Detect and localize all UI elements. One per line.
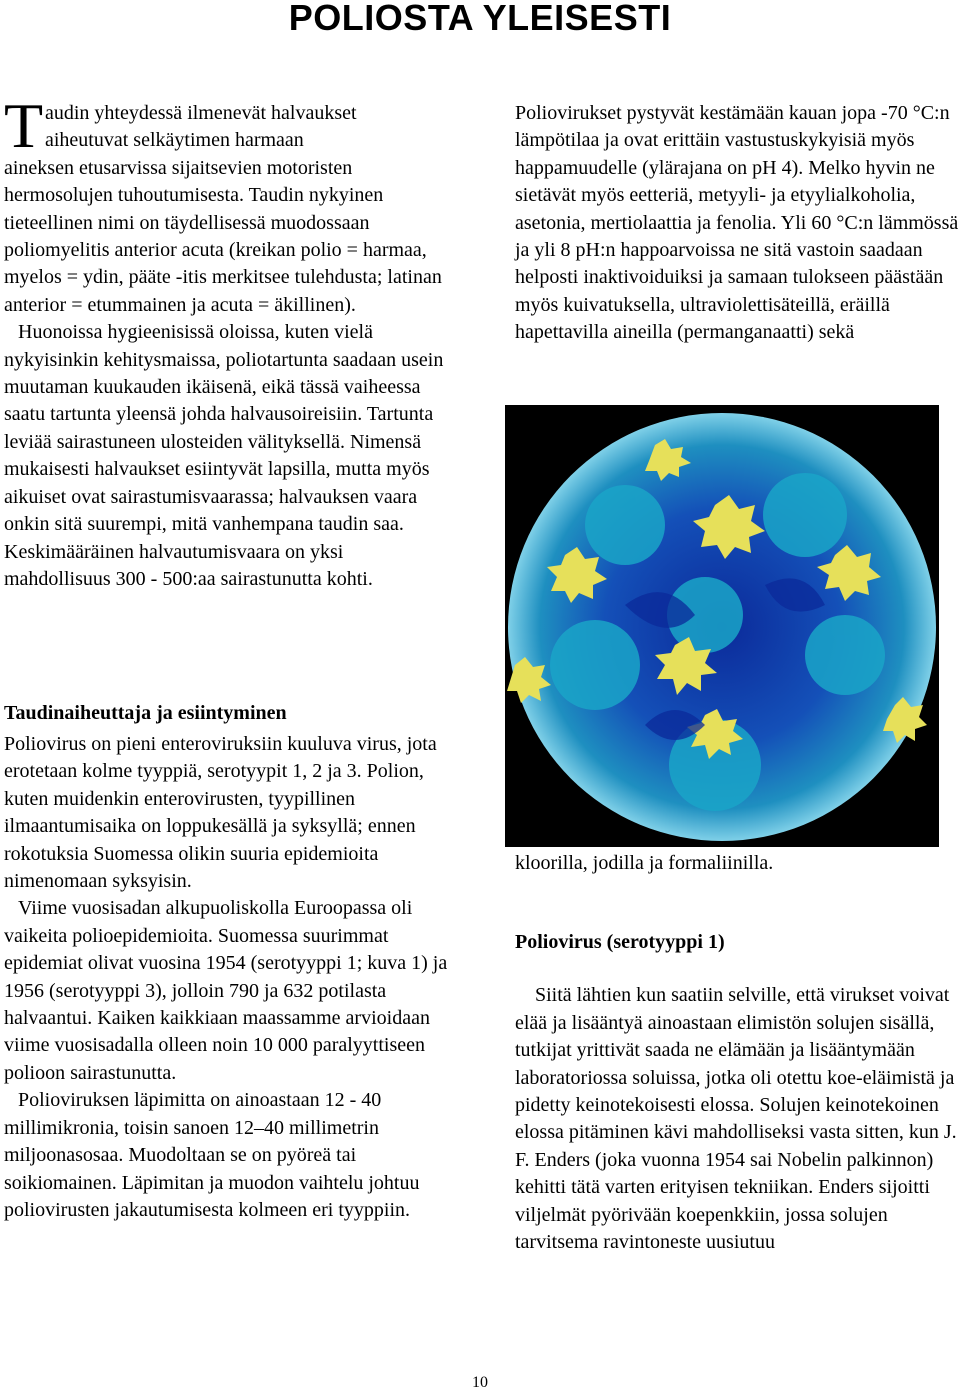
- resistance-paragraph: Poliovirukset pystyvät kestämään kauan jopa -70 °C:n lämpötilaa ja ovat erittäin vastustuskykyisiä myös happamuudelle (ylärajana on pH 4). Melko hyvin ne sietävät myös eetteriä, metyyli- ja etyylialkoholia, asetonia, mertiolaattia ja fenolia. Yli 60 °C:n lämmössä ja yli 8 pH:n happoarvoissa ne sitä vastoin saadaan helposti inaktivoiduiksi ja samaan tulokseen päästään myös kuivatuksella, ultraviolettisäteillä, eräillä hapettavilla aineilla (permanganaatti) sekä: [515, 102, 959, 344]
- poliovirus-paragraph: Poliovirus on pieni enteroviruksiin kuuluva virus, jota erotetaan kolme tyyppiä, serotyypit 1, 2 ja 3. Polion, kuten muidenkin enterovirusten, tyypillinen ilmaantumisaika on loppukesällä ja syksyllä; ennen rokotuksia Suomessa olikin suuria epidemioita nimenomaan syksyisin.: [4, 733, 437, 893]
- page-number: 10: [472, 1374, 488, 1391]
- section-heading-pathogen: Taudinaiheuttaja ja esiintyminen: [4, 702, 287, 724]
- resistance-paragraph-continued: kloorilla, jodilla ja formaliinilla.: [515, 852, 774, 874]
- poliovirus-image: [505, 405, 939, 847]
- left-column-top: [4, 90, 454, 593]
- drop-cap: T: [4, 90, 44, 161]
- diameter-paragraph: Polioviruksen läpimitta on ainoastaan 12 - 40 millimikronia, toisin sanoen 12–40 millimetrin miljoonasosaa. Muodoltaan se on pyöreä tai soikiomainen. Läpimitan ja muodon vaihtelu johtuu poliovirusten jakautumisesta kolmeen eri tyyppiin.: [4, 1089, 420, 1221]
- intro-paragraph-rest: aineksen etusarvissa sijaitsevien motoristen hermosolujen tuhoutumisesta. Taudin nykyinen tieteellinen nimi on täydellisessä muodossaan poliomyelitis anterior acuta (kreikan polio = harmaa, myelos = ydin, pääte -itis merkitsee tulehdusta; latinan anterior = etummainen ja acuta = äkillinen).: [4, 156, 442, 316]
- epidemics-paragraph: Viime vuosisadan alkupuoliskolla Euroopassa oli vaikeita polioepidemioita. Suomessa suurimmat epidemiat olivat vuosina 1954 (serotyyppi 1; kuva 1) ja 1956 (serotyyppi 3), jolloin 790 ja 632 potilasta halvaantui. Kaiken kaikkiaan maassamme arvioidaan viime vuosisadalla olleen noin 10 000 paralyyttiseen polioon sairastunutta.: [4, 897, 448, 1084]
- intro-paragraph: [4, 90, 454, 161]
- right-column-bottom: [515, 850, 960, 1256]
- cell-culture-paragraph: Siitä lähtien kun saatiin selville, että virukset voivat elää ja lisääntyä ainoastaan elimistön solujen sisällä, tutkijat yrittivät saada ne elämään ja lisääntymään laboratoriossa soluissa, jotka oli otettu koe-eläimistä ja pidetty keinotekoisesti elossa. Solujen keinotekoinen elossa pitäminen kävi mahdolliseksi vasta sitten, kun J. F. Enders (joka vuonna 1954 sai Nobelin palkinnon) kehitti tätä varten erityisen tekniikan. Enders sijoitti viljelmät pyörivään koepenkkiin, jossa solujen tarvitsema ravintoneste uusiutuu: [515, 984, 957, 1254]
- figure-caption: Poliovirus (serotyyppi 1): [515, 931, 725, 954]
- intro-line-1: audin yhteydessä ilmenevät halvaukset: [45, 102, 357, 124]
- poliovirus-illustration: [505, 405, 939, 847]
- hygiene-paragraph: Huonoissa hygieenisissä oloissa, kuten vielä nykyisinkin kehitysmaissa, poliotartunta saadaan usein muutaman kuukauden ikäisenä, eikä tässä vaiheessa saatu tartunta yleensä johda halvausoireisiin. Tartunta leviää sairastuneen ulosteiden välityksellä. Nimensä mukaisesti halvaukset esiintyvät lapsilla, mutta myös aikuiset ovat sairastumisvaarassa; halvauksen vaara onkin sitä suurempi, mitä vanhempana taudin saa. Keskimääräinen halvautumisvaara on yksi mahdollisuus 300 - 500:aa sairastunutta kohti.: [4, 321, 444, 590]
- page-title: POLIOSTA YLEISESTI: [288, 0, 672, 38]
- intro-line-2: aiheutuvat selkäytimen harmaan: [45, 129, 304, 152]
- left-column-bottom: [4, 700, 454, 1224]
- right-column-top: [515, 100, 960, 347]
